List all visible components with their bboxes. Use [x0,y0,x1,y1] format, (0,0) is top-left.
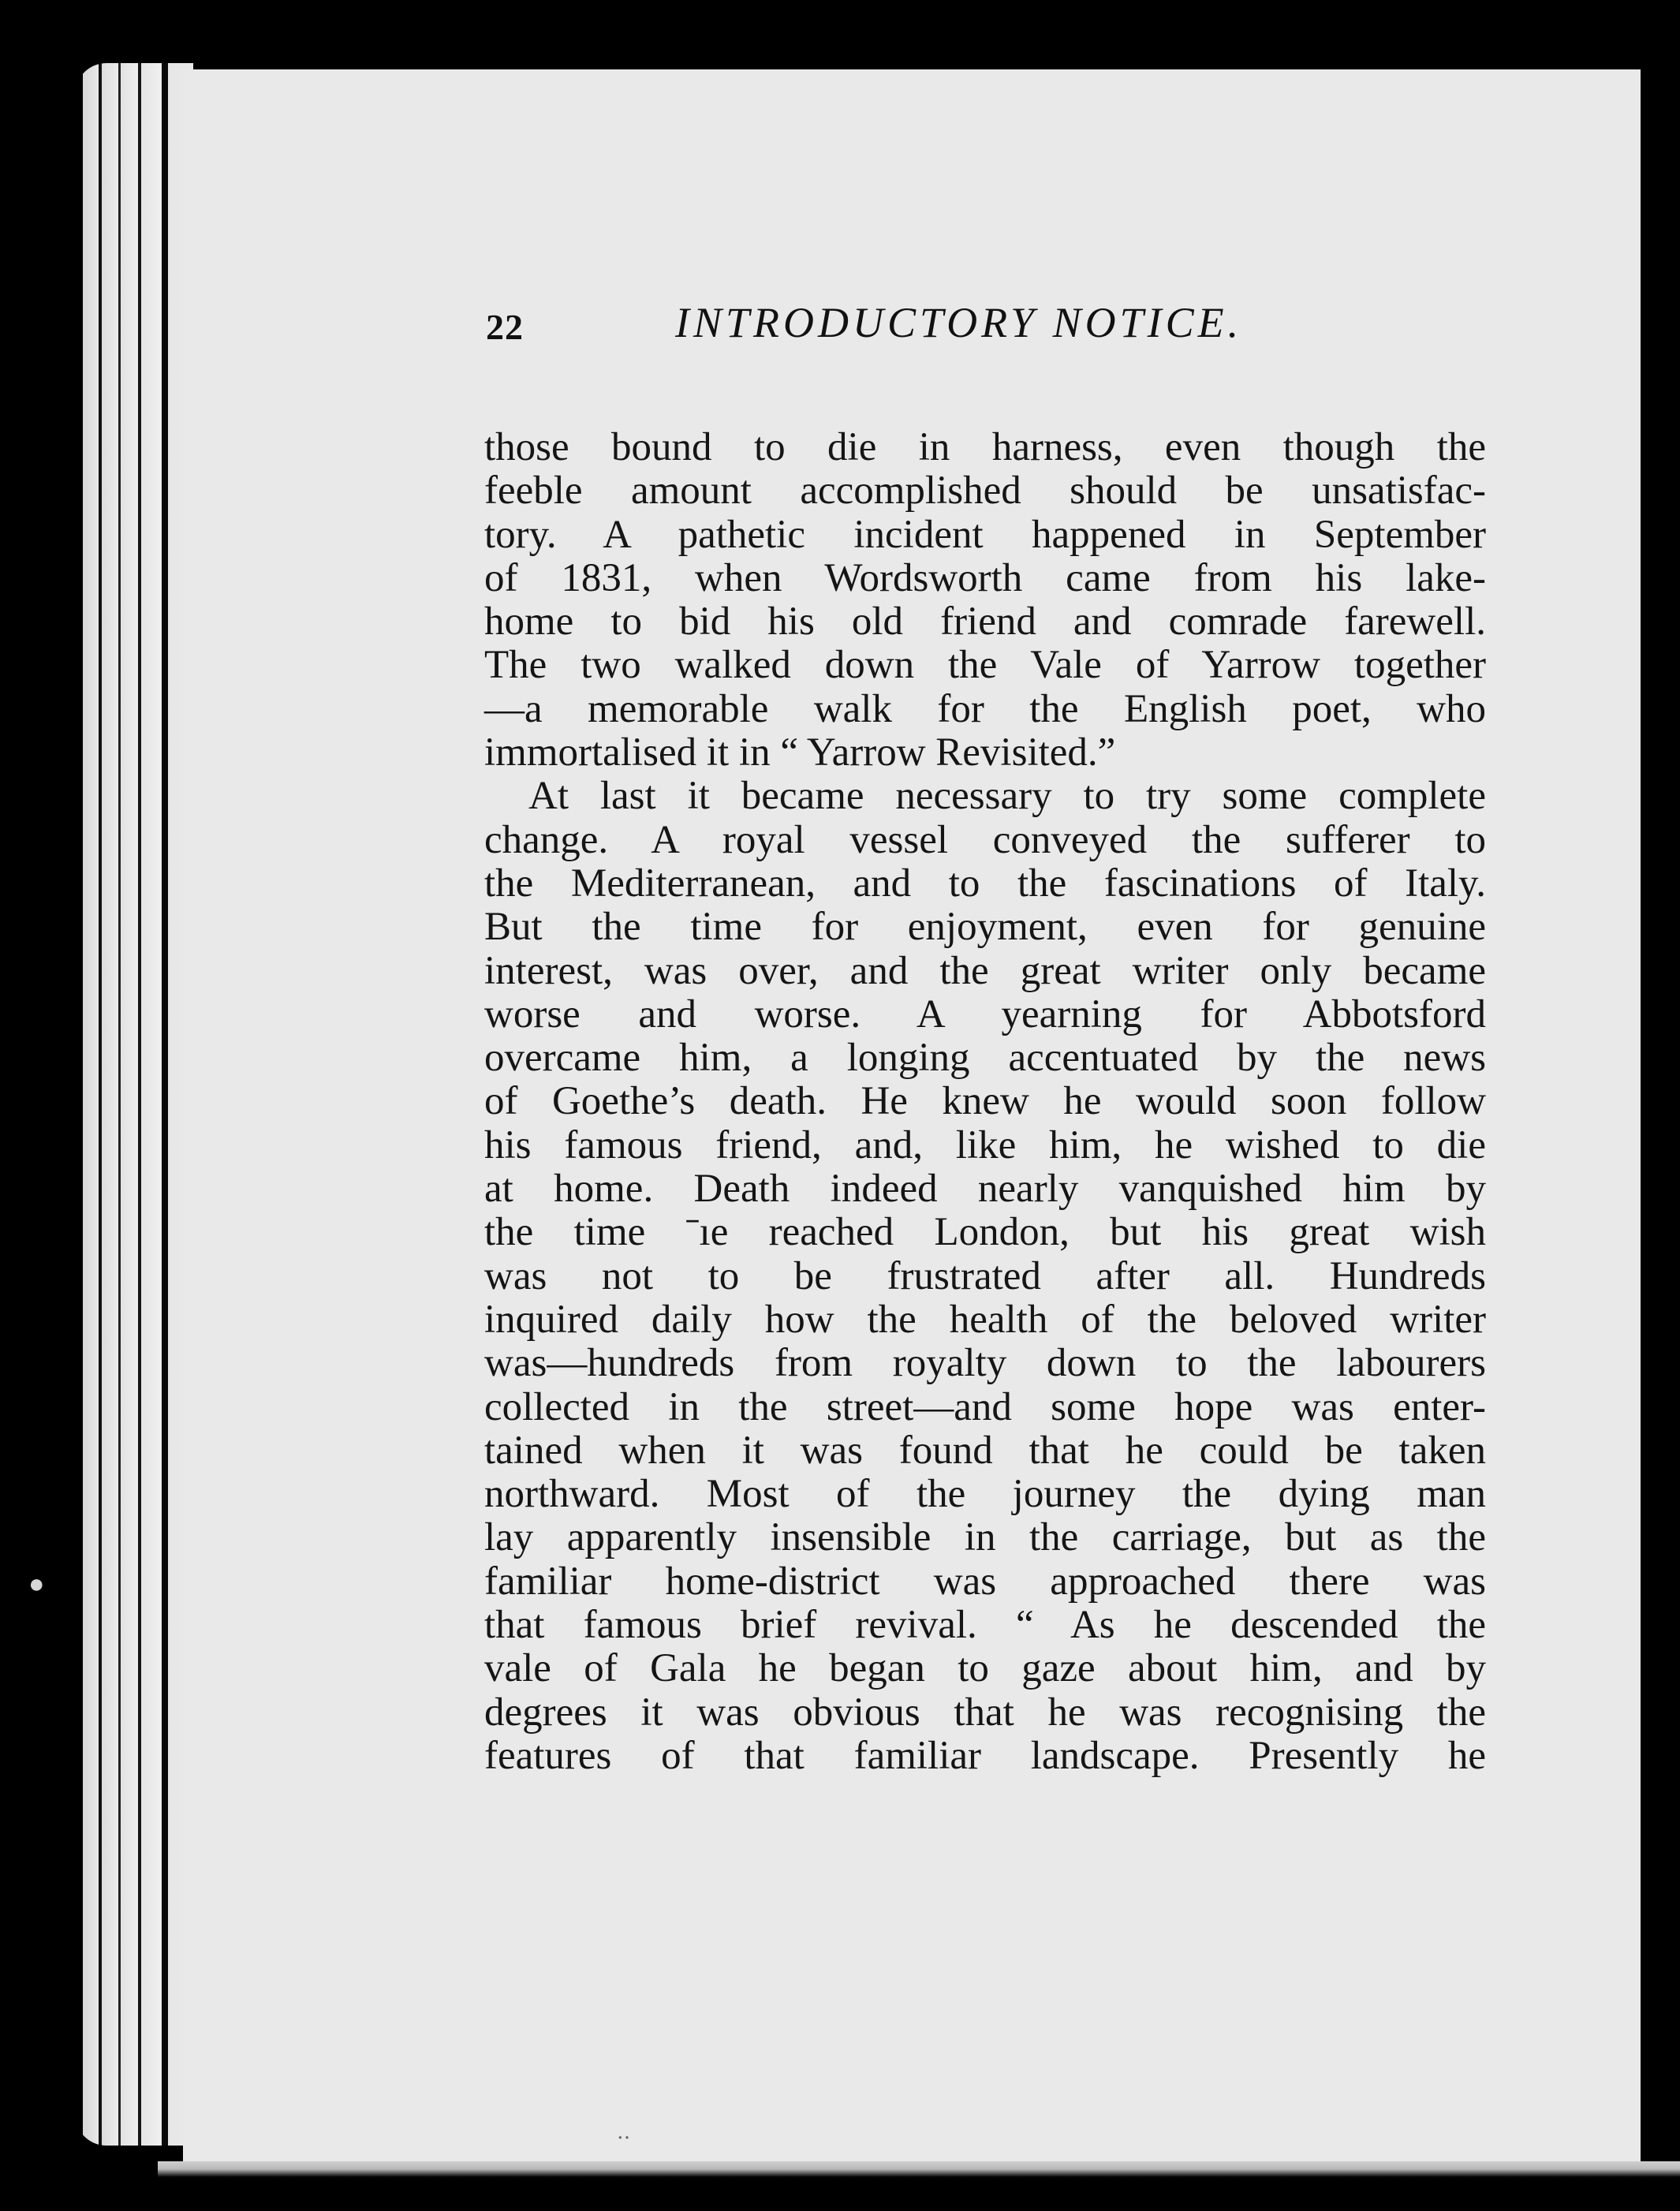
text-line: was not to be frustrated after all. Hundreds [484,1253,1486,1298]
bottom-smudge-mark: ․․ [617,2120,631,2143]
text-line: the time ˉıe reached London, but his great wish [484,1210,1486,1255]
text-line: change. A royal vessel conveyed the sufferer to [484,817,1486,862]
text-line: worse and worse. A yearning for Abbotsford [484,992,1486,1036]
text-line: tained when it was found that he could be taken [484,1428,1486,1473]
text-line: lay apparently insensible in the carriage, but as the [484,1515,1486,1560]
body-text [484,426,1486,1778]
text-line: features of that familiar landscape. Presently he [484,1733,1486,1778]
text-line: immortalised it in “ Yarrow Revisited.” [484,730,1116,775]
scan-speck-mark: ● [28,1570,45,1599]
right-gutter-shadow [1641,69,1680,2176]
text-line: The two walked down the Vale of Yarrow together [484,643,1486,688]
text-line: interest, was over, and the great writer only became [484,948,1486,993]
text-line: inquired daily how the health of the beloved writer [484,1297,1486,1342]
book-page-edges [75,63,193,2146]
text-line: those bound to die in harness, even though the [484,425,1486,469]
text-line: of 1831, when Wordsworth came from his lake- [484,555,1486,600]
page-number: 22 [486,307,524,347]
text-line: home to bid his old friend and comrade farewell. [484,599,1486,644]
bottom-page-edge [158,2161,1680,2211]
text-line: vale of Gala he began to gaze about him, and by [484,1646,1486,1691]
text-line: But the time for enjoyment, even for genuine [484,905,1486,950]
text-line: of Goethe’s death. He knew he would soon follow [484,1079,1486,1124]
text-line: that famous brief revival. “ As he descended the [484,1603,1486,1648]
text-line: At last it became necessary to try some complete [528,774,1486,819]
text-line: northward. Most of the journey the dying man [484,1472,1486,1517]
text-line: —a memorable walk for the English poet, who [484,686,1486,731]
text-line: his famous friend, and, like him, he wished to die [484,1122,1486,1167]
text-line: collected in the street—and some hope was enter- [484,1384,1486,1429]
running-head [486,298,1306,361]
text-line: familiar home-district was approached there was [484,1559,1486,1604]
text-line: degrees it was obvious that he was recognising the [484,1690,1486,1735]
text-line: the Mediterranean, and to the fascinations of Italy. [484,861,1486,906]
text-line: feeble amount accomplished should be unsatisfac- [484,469,1486,514]
text-line: was—hundreds from royalty down to the labourers [484,1341,1486,1386]
running-head-title: INTRODUCTORY NOTICE. [675,299,1243,346]
text-line: overcame him, a longing accentuated by the news [484,1036,1486,1081]
text-line: at home. Death indeed nearly vanquished him by [484,1167,1486,1212]
text-line: tory. A pathetic incident happened in September [484,512,1486,557]
